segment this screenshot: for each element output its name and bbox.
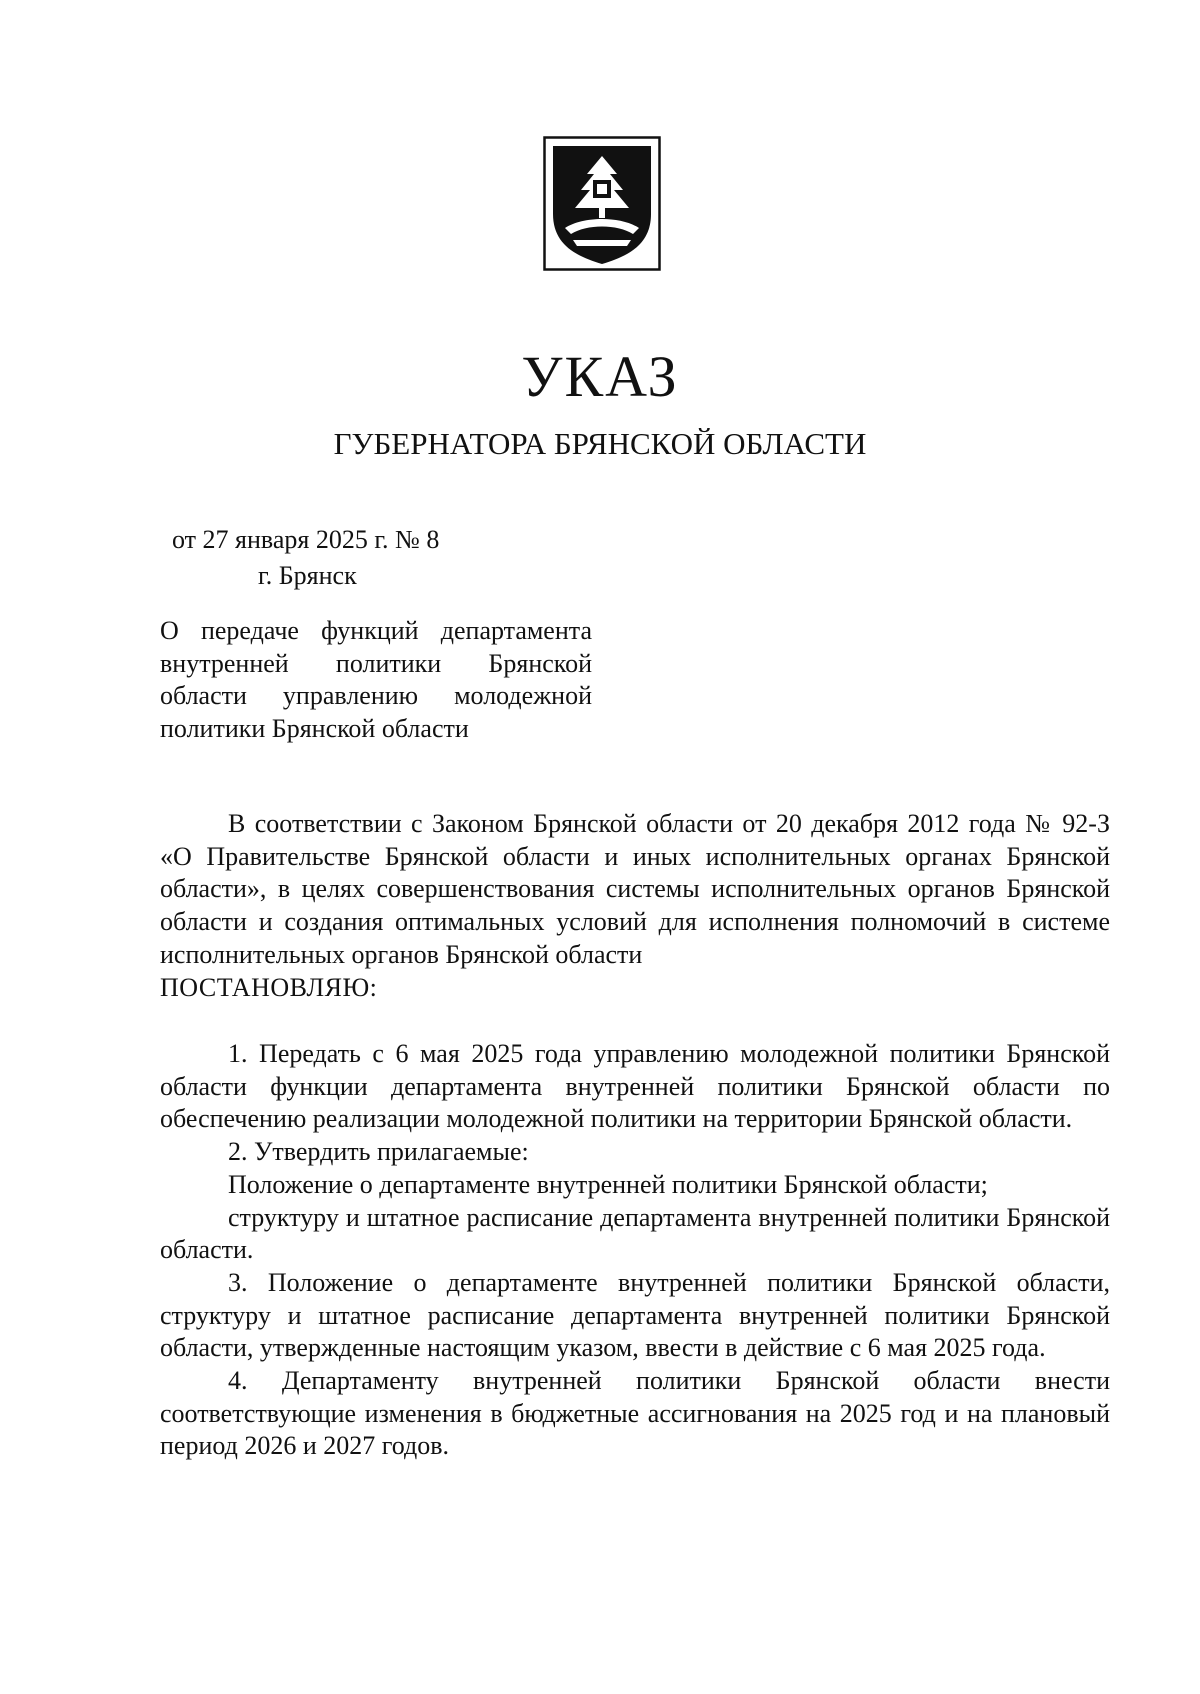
decree-item: 3. Положение о департаменте внутренней политики Брянской области, структуру и штатное расписание департамента внутренней политики Брянской области, утвержденные настоящим указом, ввести в действие с 6 мая 2025 года. — [160, 1267, 1110, 1363]
decree-items — [160, 1038, 1110, 1463]
decree-item: 1. Передать с 6 мая 2025 года управлению молодежной политики Брянской области функции департамента внутренней политики Брянской области по обеспечению реализации молодежной политики на территории Брянской области. — [160, 1039, 1110, 1134]
decree-item: структуру и штатное расписание департамента внутренней политики Брянской области. — [160, 1202, 1110, 1265]
date-number-line: от 27 января 2025 г. № 8 — [172, 525, 440, 554]
city-line: г. Брянск — [258, 561, 357, 590]
subject-line: внутренней политики Брянской — [160, 648, 592, 678]
subject-line: О передаче функций департамента — [160, 616, 592, 645]
document-title: УКАЗ — [521, 344, 679, 409]
decree-item: Положение о департаменте внутренней политики Брянской области; — [228, 1169, 988, 1199]
document-subtitle: ГУБЕРНАТОРА БРЯНСКОЙ ОБЛАСТИ — [333, 426, 867, 461]
decree-item: 4. Департаменту внутренней политики Брянской области внести соответствующие изменения в бюджетные ассигнования на 2025 год и на плановый период 2026 и 2027 годов. — [160, 1366, 1110, 1461]
subject-block — [160, 615, 592, 746]
subject-line: политики Брянской области — [160, 714, 469, 744]
preamble-paragraph: В соответствии с Законом Брянской области от 20 декабря 2012 года № 92-З «О Правительстве Брянской области и иных исполнительных органах Брянской области», в целях совершенствования системы исполнительных органов Брянской области и создания оптимальных условий для исполнения полномочий в системе исполнительных органов Брянской области — [160, 809, 1110, 969]
coat-of-arms-icon — [543, 136, 661, 271]
subject-line: области управлению молодежной — [160, 681, 592, 711]
decree-word: ПОСТАНОВЛЯЮ: — [160, 973, 378, 1002]
decree-item: 2. Утвердить прилагаемые: — [228, 1137, 529, 1167]
